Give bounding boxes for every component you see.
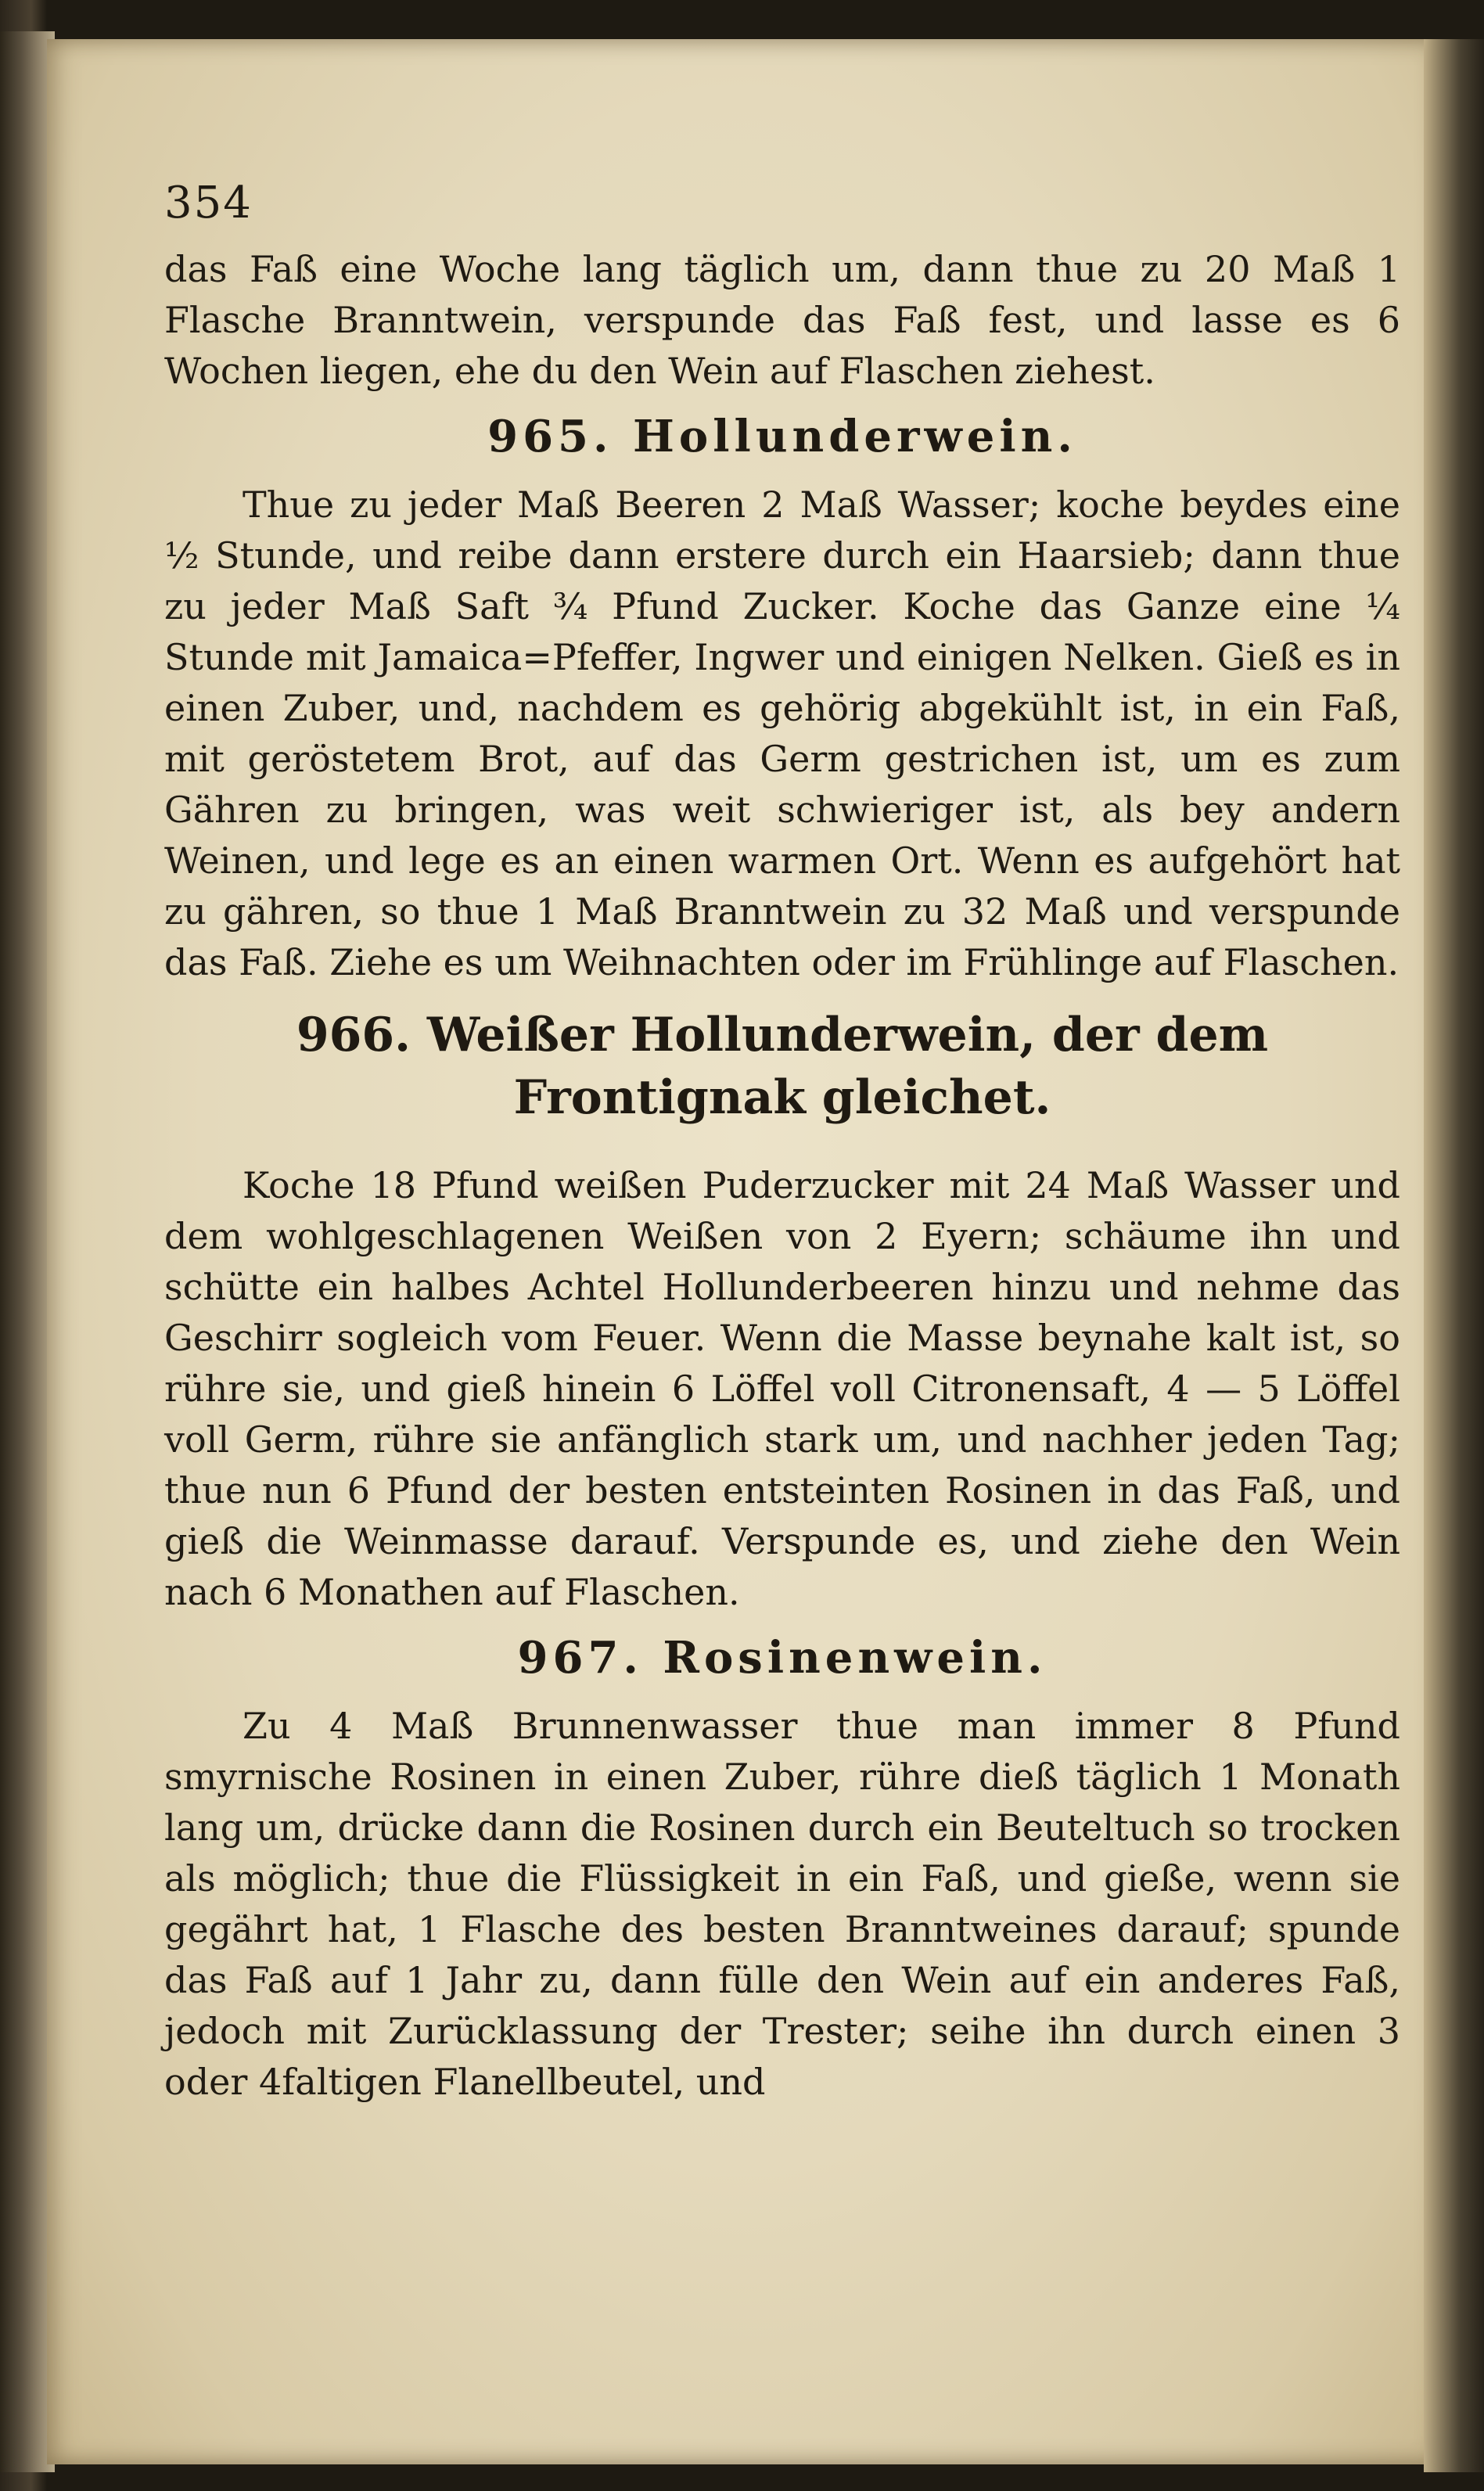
page-text (164, 172, 1400, 2108)
paragraph-967: Zu 4 Maß Brunnenwasser thue man immer 8 Pfund smyrnische Rosinen in einen Zuber, rühre dieß täglich 1 Monath lang um, drücke dann die Rosinen durch ein Beuteltuch so trocken als möglich; thue die Flüssigkeit in ein Faß, und gieße, wenn sie gegährt hat, 1 Flasche des besten Branntweines darauf; spunde das Faß auf 1 Jahr zu, dann fülle den Wein auf ein anderes Faß, jedoch mit Zurücklassung der Trester; seihe ihn durch einen 3 oder 4faltigen Flanellbeutel, und (164, 1705, 1400, 2103)
page-number: 354 (164, 178, 253, 228)
page-edge (1424, 39, 1484, 2472)
heading-965: 965. Hollunderwein. (487, 411, 1077, 462)
heading-966: 966. Weißer Hollunderwein, der dem Frontignak gleichet. (296, 1008, 1269, 1125)
paragraph-965: Thue zu jeder Maß Beeren 2 Maß Wasser; koche beydes eine ½ Stunde, und reibe dann erstere durch ein Haarsieb; dann thue zu jeder Maß Saft ¾ Pfund Zucker. Koche das Ganze eine ¼ Stunde mit Jamaica=Pfeffer, Ingwer und einigen Nelken. Gieß es in einen Zuber, und, nachdem es gehörig abgekühlt ist, in ein Faß, mit geröstetem Brot, auf das Germ gestrichen ist, um es zum Gähren zu bringen, was weit schwieriger ist, als bey andern Weinen, und lege es an einen warmen Ort. Wenn es aufgehört hat zu gähren, so thue 1 Maß Branntwein zu 32 Maß und verspunde das Faß. Ziehe es um Weihnachten oder im Frühlinge auf Flaschen. (164, 483, 1400, 983)
paragraph-966: Koche 18 Pfund weißen Puderzucker mit 24 Maß Wasser und dem wohlgeschlagenen Weißen von 2 Eyern; schäume ihn und schütte ein halbes Achtel Hollunderbeeren hinzu und nehme das Geschirr sogleich vom Feuer. Wenn die Masse beynahe kalt ist, so rühre sie, und gieß hinein 6 Löffel voll Citronensaft, 4 — 5 Löffel voll Germ, rühre sie anfänglich stark um, und nachher jeden Tag; thue nun 6 Pfund der besten entsteinten Rosinen in das Faß, und gieß die Weinmasse darauf. Verspunde es, und ziehe den Wein nach 6 Monathen auf Flaschen. (164, 1164, 1400, 1613)
paragraph-continued: das Faß eine Woche lang täglich um, dann thue zu 20 Maß 1 Flasche Branntwein, verspunde das Faß fest, und lasse es 6 Wochen liegen, ehe du den Wein auf Flaschen ziehest. (164, 248, 1400, 392)
heading-967: 967. Rosinenwein. (517, 1632, 1047, 1684)
